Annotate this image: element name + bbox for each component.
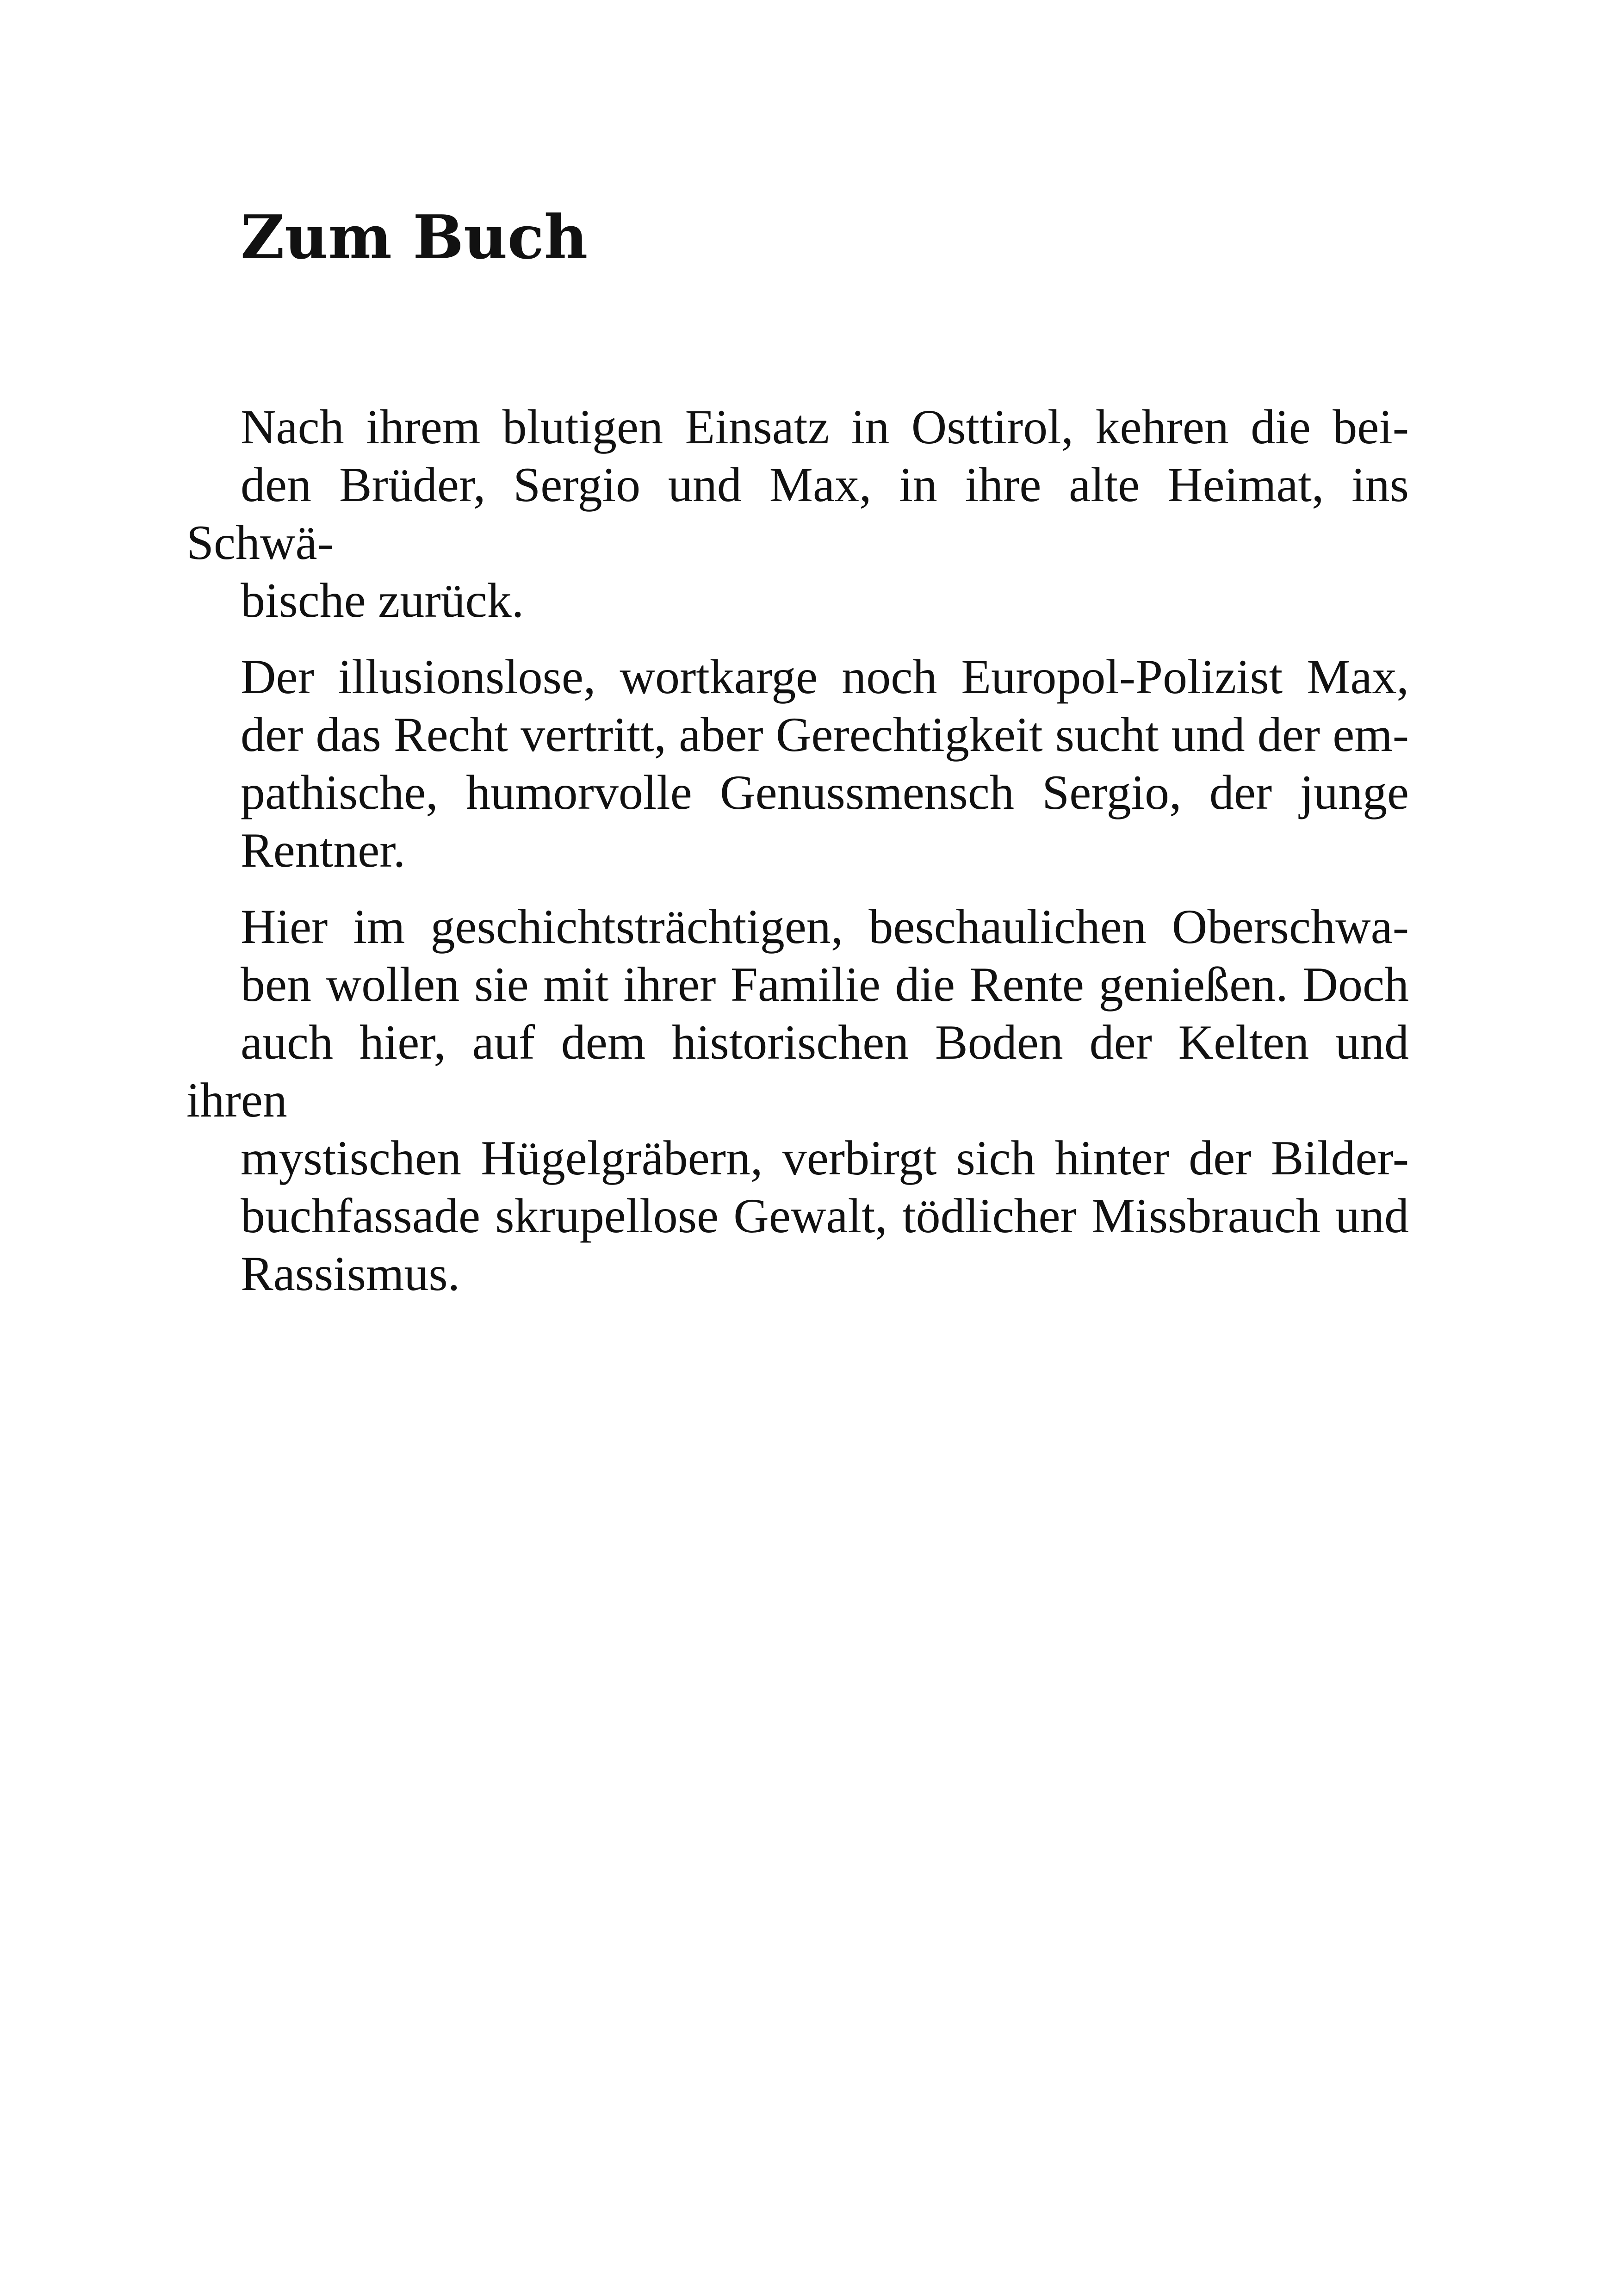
- paragraph-1: [186, 398, 1409, 629]
- text-line: auch hier, auf dem historischen Boden der Kelten und ihren: [186, 1015, 1409, 1127]
- text-line: Rassismus.: [241, 1247, 460, 1301]
- text-line: Nach ihrem blutigen Einsatz in Osttirol, kehren die bei-: [241, 400, 1409, 454]
- text-line: der das Recht vertritt, aber Gerechtigkeit sucht und der em-: [241, 707, 1409, 762]
- text-line: pathische, humorvolle Genussmensch Sergio, der junge: [241, 765, 1409, 819]
- text-line: den Brüder, Sergio und Max, in ihre alte Heimat, ins Schwä-: [186, 458, 1409, 570]
- text-line: mystischen Hügelgräbern, verbirgt sich hinter der Bilder-: [241, 1131, 1409, 1185]
- paragraph-3: [186, 898, 1409, 1303]
- page-heading: Zum Buch: [241, 202, 588, 273]
- text-line: ben wollen sie mit ihrer Familie die Rente genießen. Doch: [241, 957, 1409, 1011]
- text-line: buchfassade skrupellose Gewalt, tödlicher Missbrauch und: [241, 1189, 1409, 1243]
- text-line: Rentner.: [241, 823, 406, 877]
- text-line: bische zurück.: [241, 573, 524, 627]
- paragraph-2: [186, 648, 1409, 879]
- text-line: Der illusionslose, wortkarge noch Europol-Polizist Max,: [241, 650, 1409, 704]
- text-line: Hier im geschichtsträchtigen, beschaulichen Oberschwa-: [241, 900, 1409, 954]
- body-text: [186, 398, 1409, 1321]
